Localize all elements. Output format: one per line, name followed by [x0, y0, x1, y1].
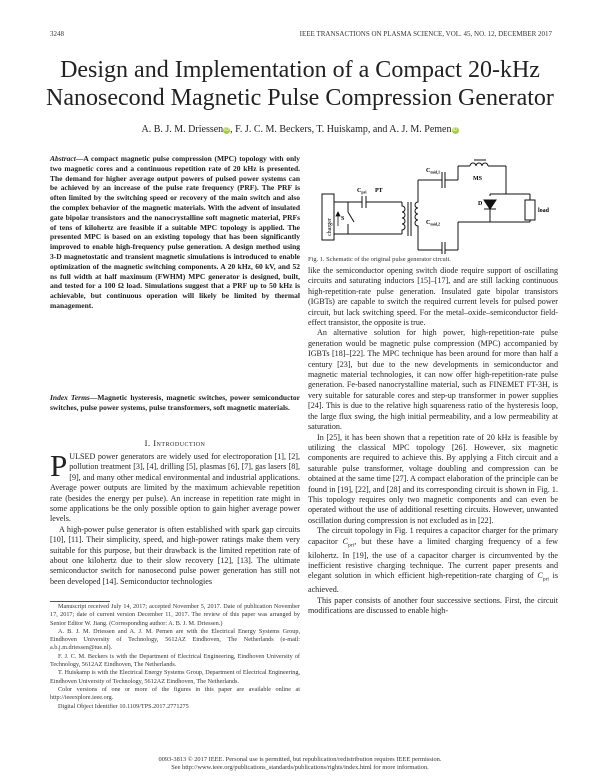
- footer-line-2[interactable]: See http://www.ieee.org/publications_standards/publications/rights/index.html for more information.: [171, 764, 429, 772]
- section-title: Introduction: [153, 438, 206, 448]
- author-driessen: A. B. J. M. Driessen: [141, 124, 224, 135]
- pt-secondary: [415, 180, 418, 250]
- right-paragraph-4: This paper consists of another four successive sections. First, the circuit modifications are discussed to enable high-: [308, 595, 558, 616]
- footnote-doi: Digital Object Identifier 10.1109/TPS.2017.2771275: [58, 702, 189, 710]
- figure-caption: Fig. 1. Schematic of the original pulse generator circuit.: [308, 256, 451, 263]
- load-resistor: [525, 200, 535, 220]
- label-cmid2: $C_{mid,2}$: [426, 220, 441, 227]
- cpri-subscript: pri: [348, 542, 355, 549]
- section-number: I.: [144, 438, 151, 448]
- abstract-text: —A compact magnetic pulse compression (MPC) topology with only two magnetic cores and a continuous repetition rate of 20 kHz is presented. The demand for higher average output powers of pulsed power systems can be achieved by an increase of the pulse rate frequency (PRF). The PRF is often limited by the switching speed or recovery of the main switch and also the complex behavior of the magnetic materials. With the advent of insulated gate bipolar transistors and the nanocrystalline soft magnetic material, PRFs of tens of kilohertz are feasible if a suitable MPC topology is applied. The presented MPC is based on an existing topology that has been significantly improved to enable high-frequency pulse generation. A design method using 3-D magnetostatic and transient magnetic simulations is introduced to enable optimization of the magnetic switching components. A 20 kHz, 60 kV, and 52 ns full width at half maximum (FWHM) MPC generator is designed, built, and tested for a 100 Ω load. Simulations suggest that a PRF up to 50 kHz is achievable, but continuous operation will likely be limited by thermal management.: [50, 154, 300, 310]
- cpri-symbol: C: [342, 536, 349, 546]
- footer-line-1: 0093-3813 © 2017 IEEE. Personal use is permitted, but republication/redistribution requires IEEE permission.: [158, 756, 442, 763]
- label-cmid1: $C_{mid,1}$: [426, 168, 441, 175]
- right-paragraph-2: In [25], it has been shown that a repetition rate of 20 kHz is feasible by utilizing the classical MPC topology [26]. However, six magnetic components are required to achieve this. By applying a Fitch circuit and a saturable pulse transformer, voltage doubling and compression can be obtained at the same time [27]. A compact elaboration of the principle can be found in [19], [22], and [28] and its corresponding circuit is shown in Fig. 1. This topology requires only two magnetic components and can even be operated without the use of additional resetting circuits. However, unwanted oscillation during compression is not excluded as in [22].: [308, 432, 558, 525]
- circuit-schematic: [308, 152, 552, 254]
- right-paragraph-0: like the semiconductor opening switch diode require support of oscillating circuits and saturating inductors [15]–[17], and are still lacking continuous high-repetition-rate pulse generation. Insulated gate bipolar transistors (IGBTs) are capable to switch the required current levels for pulsed power circuit, but lack switching speed. For the metal–oxide–semiconductor field-effect transistor, the opposite is true.: [308, 266, 558, 328]
- abstract: [50, 154, 300, 311]
- pt-primary: [402, 202, 405, 234]
- index-terms-label: Index Terms: [50, 393, 90, 402]
- introduction-text: [50, 448, 300, 587]
- index-terms: [50, 393, 300, 413]
- title-line-1: Design and Implementation of a Compact 20-kHz: [60, 57, 540, 83]
- right-column-text: [308, 266, 558, 617]
- orcid-icon[interactable]: iD: [224, 127, 230, 133]
- figure-1: [308, 152, 552, 254]
- switch-s: [348, 212, 354, 222]
- footnote-manuscript: Manuscript received July 14, 2017; accepted November 5, 2017. Date of publication November 17, 2017; date of current version December 11, 2017. The review of this paper was arranged by Senior Editor W. Jiang. (Corresponding author: A. B. J. M. Driessen.): [50, 603, 300, 627]
- intro-p1-text: ULSED power generators are widely used for electroporation [1], [2], pollution treatment [3], [4], drilling [5], plasmas [6], [7], gas lasers [8], [9], and many other medical environmental and industrial applications. Average power outputs are limited by the maximum achievable repetition rate (besides the energy per pulse). An increase in repetition rate might in some applications be the only possible option to gain higher average power levels.: [50, 452, 300, 524]
- cpri-subscript: pri: [542, 577, 549, 583]
- label-ms: MS: [473, 176, 482, 182]
- p3-part-a: The circuit topology in Fig. 1 requires a capacitor charger for the primary capacitor: [308, 526, 558, 546]
- footnote-affiliation-3: T. Huiskamp is with the Electrical Energy Systems Group, Department of Electrical Engineering, Eindhoven University of Technology, 5612AZ Eindhoven, The Netherlands.: [50, 669, 300, 685]
- label-charger: charger: [327, 218, 333, 236]
- index-terms-text: —Magnetic hysteresis, magnetic switches, power semiconductor switches, pulse power systems, pulse transformers, soft magnetic materials.: [50, 393, 300, 412]
- label-d: D: [478, 201, 483, 207]
- title-line-2: Nanosecond Magnetic Pulse Compression Generator: [46, 85, 554, 111]
- intro-paragraph-2: A high-power pulse generator is often established with spark gap circuits [10], [11]. Their simplicity, speed, and high-power ratings make them very suitable for this purpose, but their drawback is the limited repetition rate of about one kilohertz due to their slow recovery [12], [13]. The ultimate semiconductor switch for nanosecond pulse power generation has still not been developed [14]. Semiconductor technologies: [50, 524, 300, 586]
- page-number: 3248: [50, 30, 64, 38]
- footnote-color: Color versions of one or more of the figures in this paper are available online at http://ieeexplore.ieee.org.: [50, 685, 300, 702]
- cpri-symbol: C: [537, 571, 543, 581]
- footnote-rule: [50, 601, 110, 602]
- author-others: , F. J. C. M. Beckers, T. Huiskamp, and A. J. M. Pemen: [230, 124, 452, 135]
- author-list: [0, 124, 600, 135]
- p3-part-b: , but these have a limited charging frequency of a few kilohertz. In [19], the use of a capacitor charger is circumvented by the inefficient resistive charging technique. The current paper presents and elegant solution in which efficient high-repetition-rate charging of: [308, 536, 558, 581]
- p3-part-c: is achieved.: [308, 571, 558, 595]
- ms-coil: [470, 163, 488, 166]
- right-paragraph-1: An alternative solution for high power, high-repetition-rate pulse generation would be magnetic pulse compression (MPC) accompanied by IGBTs [18]–[22]. The MPC technique has been around for more than half a century [23], but due to the new developments in semiconductor and magnetic material technologies, it can now offer high-repetition-rate pulse generation. Fe-based nanocrystalline material, such as FINEMET FT-3H, is very suitable for saturable cores and step-up transformer in power supplies [24]. This is due to the relative high squareness ratio of the hysteresis loop, the large flux swing, the high initial permeability, and a low permeability at saturation.: [308, 328, 558, 432]
- copyright-footer: [0, 756, 600, 773]
- footnote-affiliation-2: F. J. C. M. Beckers is with the Department of Electrical Engineering, Eindhoven University of Technology, 5612AZ Eindhoven, The Netherlands.: [50, 652, 300, 669]
- journal-header: IEEE TRANSACTIONS ON PLASMA SCIENCE, VOL. 45, NO. 12, DECEMBER 2017: [299, 30, 552, 38]
- footnote-affiliation-1: A. B. J. M. Driessen and A. J. M. Pemen are with the Electrical Energy Systems Group, Eindhoven University of Technology, 5612AZ Eindhoven, The Netherlands (e-mail: a.b.j.m.driessen@tue.nl).: [50, 627, 300, 652]
- footnotes: [50, 603, 300, 711]
- abstract-label: Abstract: [50, 154, 76, 163]
- drop-cap: P: [50, 448, 68, 483]
- intro-paragraph-1: [50, 448, 300, 525]
- diode-d: [484, 200, 496, 209]
- label-load: load: [538, 208, 550, 214]
- orcid-icon[interactable]: iD: [452, 127, 458, 133]
- right-paragraph-3: [308, 526, 558, 596]
- label-pt: PT: [375, 188, 383, 194]
- label-cpri: $C_{pri}$: [357, 188, 367, 195]
- paper-title: [0, 56, 600, 112]
- section-heading: [50, 438, 300, 448]
- label-s: S: [341, 216, 345, 222]
